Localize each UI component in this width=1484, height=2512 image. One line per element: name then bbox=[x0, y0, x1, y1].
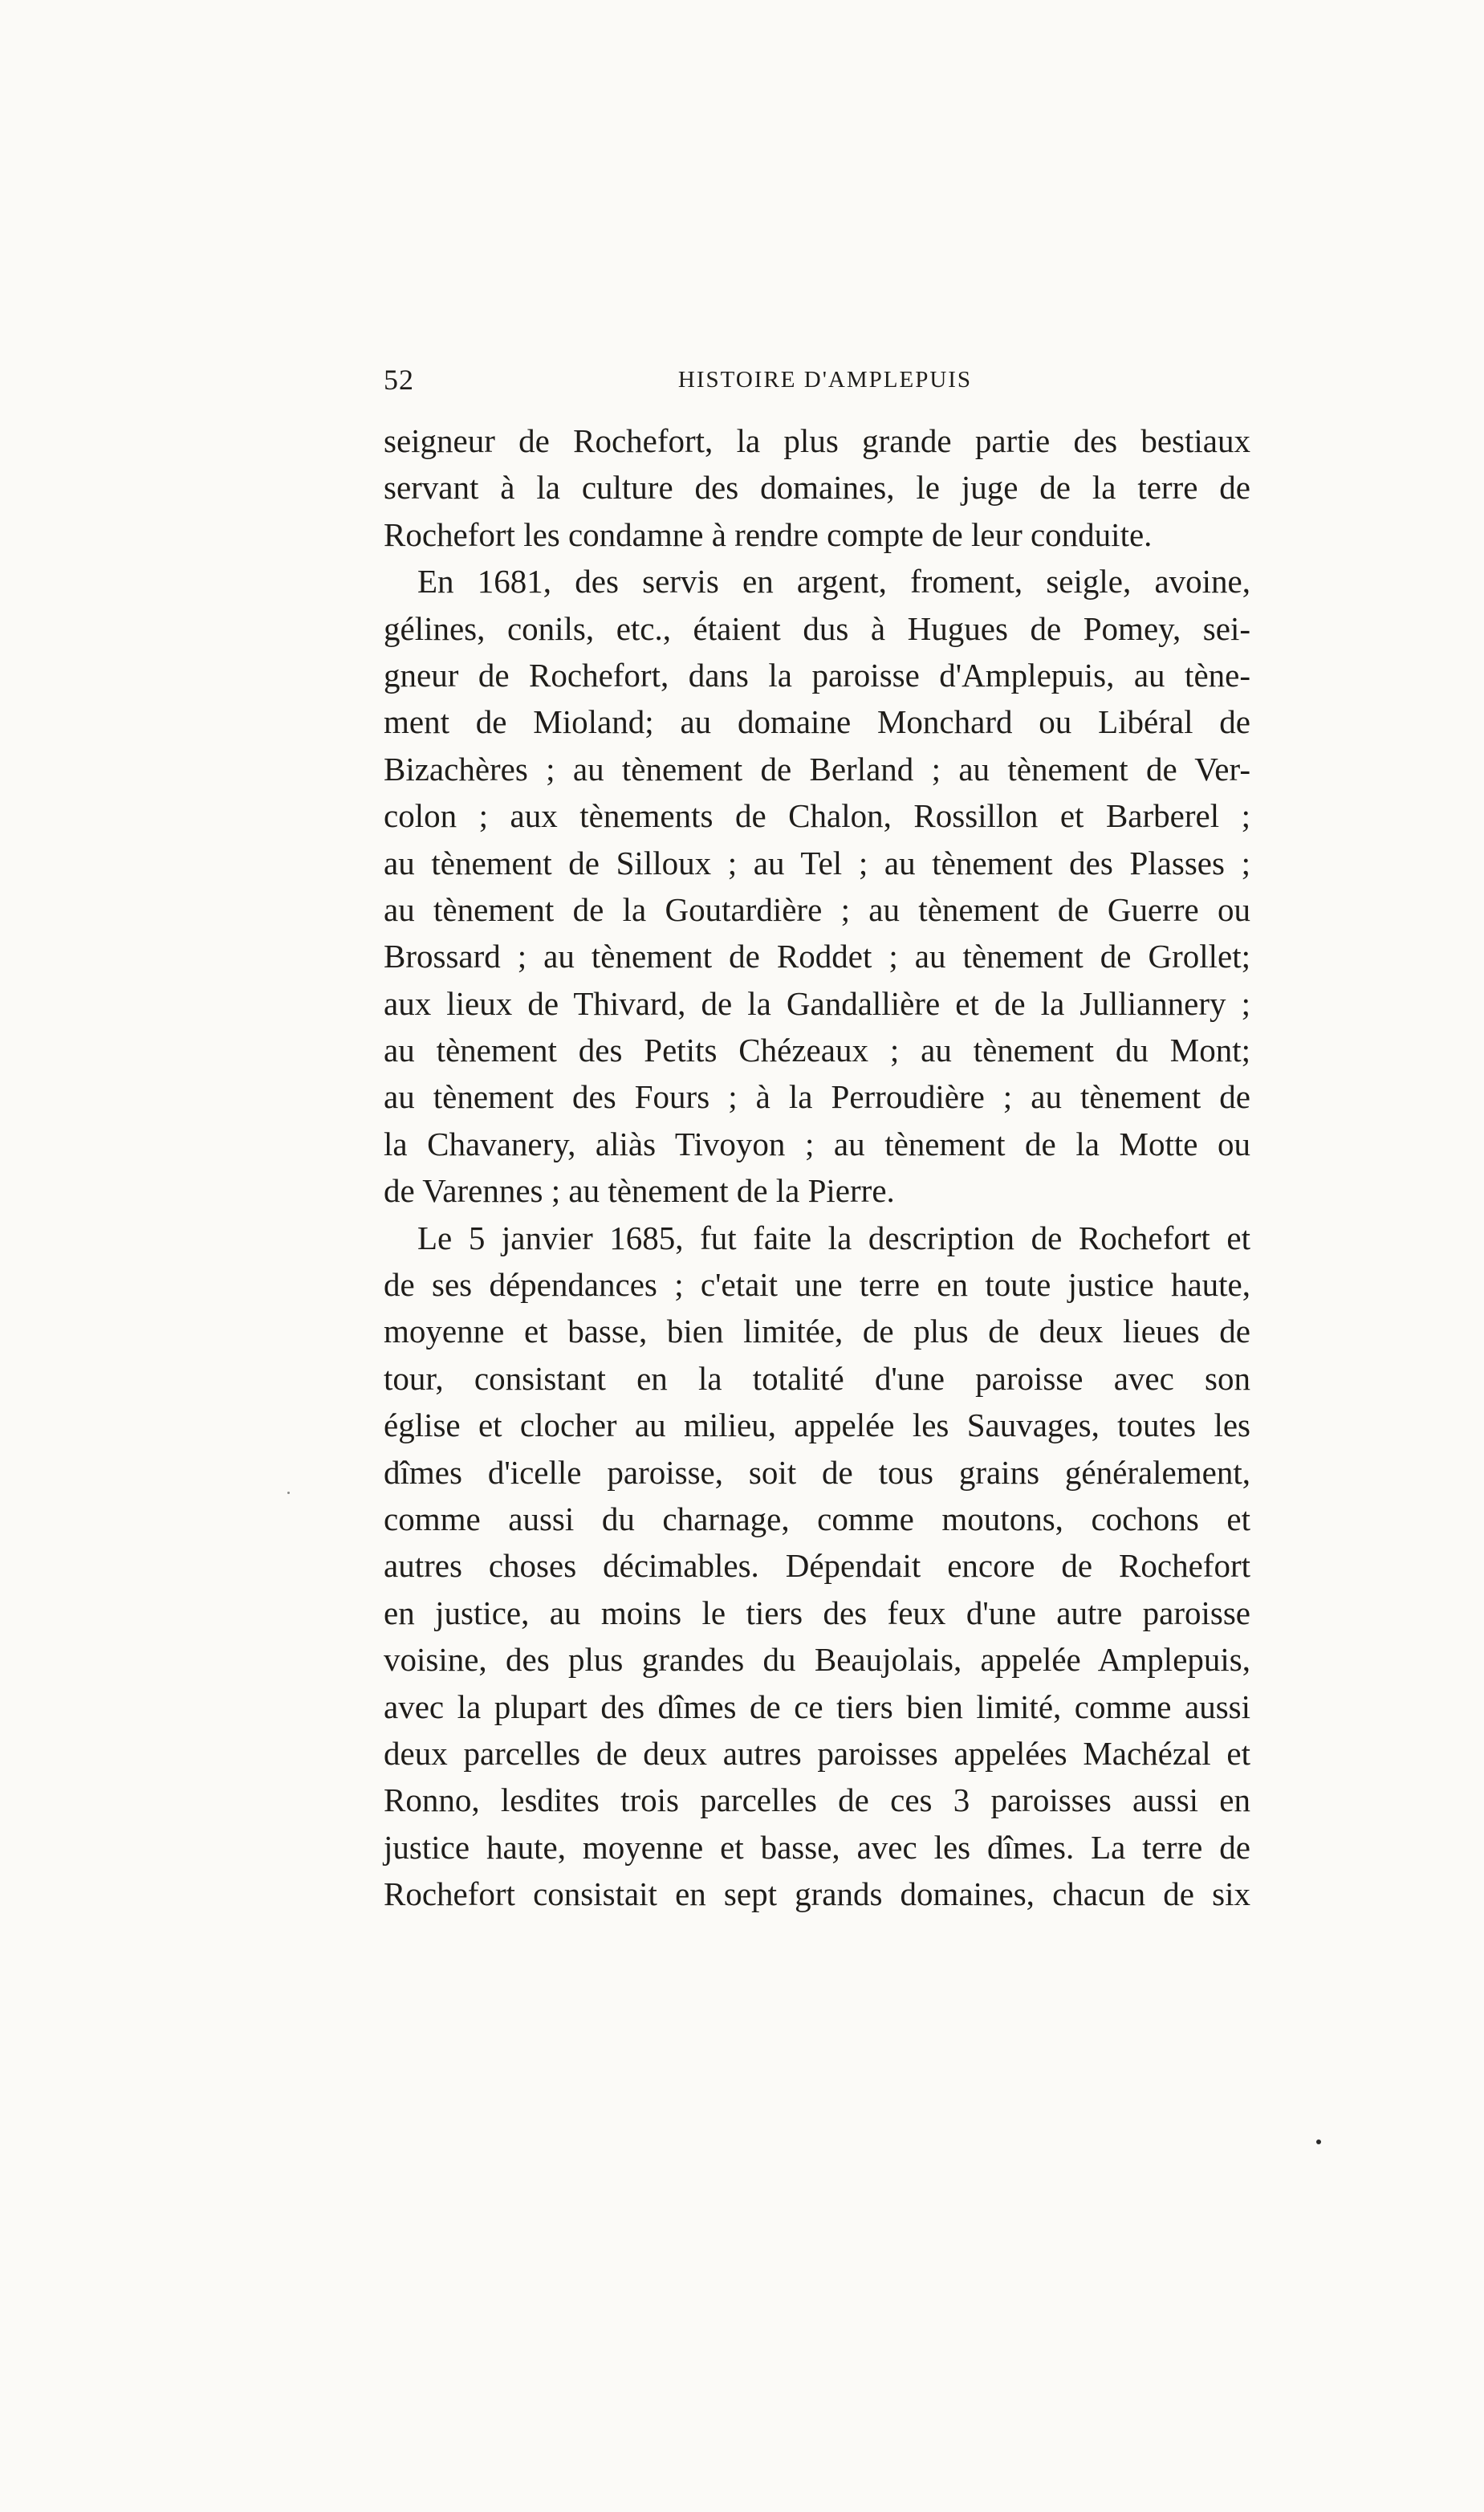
text-line: servant à la culture des domaines, le juge de la terre de bbox=[384, 469, 1250, 507]
text-line: au tènement de Silloux ; au Tel ; au tènement des Plasses ; bbox=[384, 844, 1250, 881]
text-line: gneur de Rochefort, dans la paroisse d'Amplepuis, au tène- bbox=[384, 656, 1250, 694]
text-line: église et clocher au milieu, appelée les Sauvages, toutes les bbox=[384, 1407, 1250, 1444]
text-line: la Chavanery, aliàs Tivoyon ; au tènement de la Motte ou bbox=[384, 1125, 1250, 1162]
page-number: 52 bbox=[384, 364, 414, 396]
text-line: dîmes d'icelle paroisse, soit de tous grains généralement, bbox=[384, 1453, 1250, 1491]
text-line: voisine, des plus grandes du Beaujolais, appelée Amplepuis, bbox=[384, 1641, 1250, 1679]
text-line: tour, consistant en la totalité d'une paroisse avec son bbox=[384, 1359, 1250, 1397]
text-line: Rochefort consistait en sept grands domaines, chacun de six bbox=[384, 1875, 1250, 1913]
text-line: justice haute, moyenne et basse, avec les dîmes. La terre de bbox=[384, 1828, 1250, 1866]
text-line: Bizachères ; au tènement de Berland ; au tènement de Ver- bbox=[384, 750, 1250, 788]
text-line: Brossard ; au tènement de Roddet ; au tènement de Grollet; bbox=[384, 938, 1250, 975]
text-line: de Varennes ; au tènement de la Pierre. bbox=[384, 1172, 895, 1210]
text-line: aux lieux de Thivard, de la Gandallière et de la Julliannery ; bbox=[384, 984, 1250, 1022]
text-line: seigneur de Rochefort, la plus grande partie des bestiaux bbox=[384, 422, 1250, 459]
text-line: gélines, conils, etc., étaient dus à Hugues de Pomey, sei- bbox=[384, 609, 1250, 647]
text-line: Ronno, lesdites trois parcelles de ces 3 paroisses aussi en bbox=[384, 1781, 1250, 1819]
text-line: moyenne et basse, bien limitée, de plus de deux lieues de bbox=[384, 1313, 1250, 1350]
text-line: deux parcelles de deux autres paroisses appelées Machézal et bbox=[384, 1734, 1250, 1772]
text-line: autres choses décimables. Dépendait encore de Rochefort bbox=[384, 1547, 1250, 1585]
text-line: avec la plupart des dîmes de ce tiers bien limité, comme aussi bbox=[384, 1688, 1250, 1725]
running-head bbox=[384, 360, 1266, 400]
text-line: Rochefort les condamne à rendre compte de leur conduite. bbox=[384, 515, 1153, 553]
text-line: au tènement de la Goutardière ; au tènement de Guerre ou bbox=[384, 890, 1250, 928]
body-text bbox=[384, 417, 1250, 1918]
paragraph-first-line: En 1681, des servis en argent, froment, seigle, avoine, bbox=[417, 563, 1250, 601]
ink-speck bbox=[287, 1492, 290, 1494]
paragraph-first-line: Le 5 janvier 1685, fut faite la description de Rochefort et bbox=[417, 1219, 1250, 1256]
text-line: de ses dépendances ; c'etait une terre en toute justice haute, bbox=[384, 1266, 1250, 1304]
text-line: en justice, au moins le tiers des feux d'une autre paroisse bbox=[384, 1594, 1250, 1631]
running-title: HISTOIRE D'AMPLEPUIS bbox=[677, 367, 973, 393]
text-line: comme aussi du charnage, comme moutons, cochons et bbox=[384, 1500, 1250, 1537]
text-line: au tènement des Fours ; à la Perroudière ; au tènement de bbox=[384, 1078, 1250, 1116]
ink-speck bbox=[1316, 2139, 1321, 2144]
text-line: ment de Mioland; au domaine Monchard ou Libéral de bbox=[384, 703, 1250, 741]
text-line: colon ; aux tènements de Chalon, Rossillon et Barberel ; bbox=[384, 797, 1250, 835]
text-line: au tènement des Petits Chézeaux ; au tènement du Mont; bbox=[384, 1032, 1250, 1069]
